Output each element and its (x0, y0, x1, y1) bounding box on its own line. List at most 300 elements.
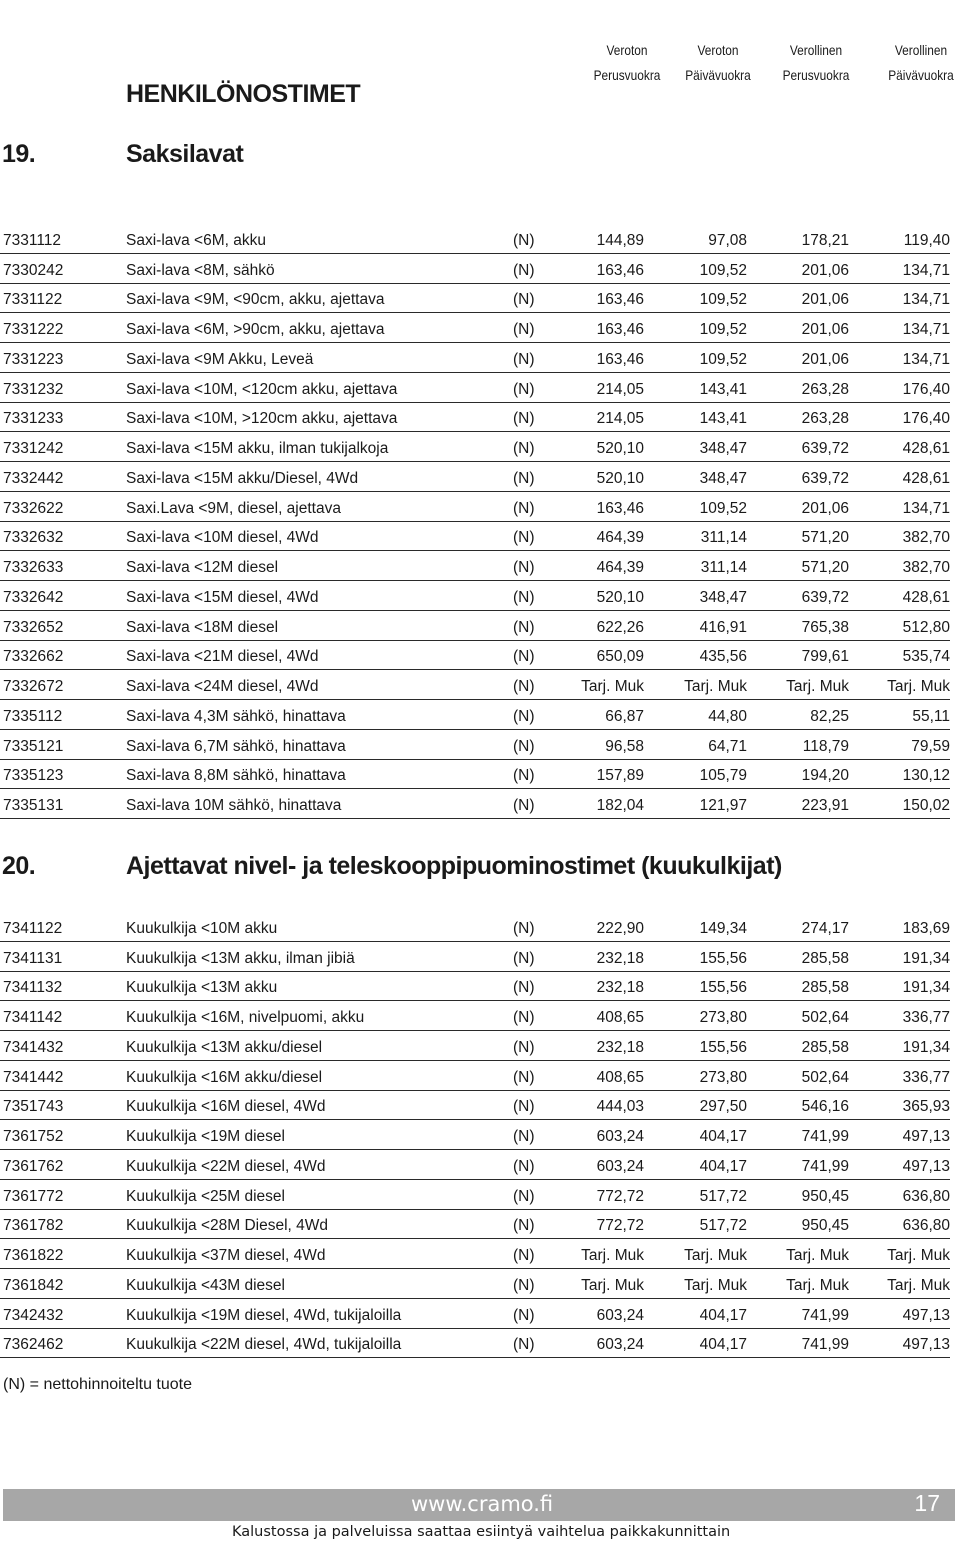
price-veroton-perus: 66,87 (605, 707, 644, 725)
product-description: Saxi-lava <9M Akku, Leveä (126, 350, 314, 368)
price-veroton-paiva: 143,41 (699, 410, 747, 428)
product-description: Saxi.Lava <9M, diesel, ajettava (126, 499, 341, 517)
price-verollinen-perus: 571,20 (801, 529, 849, 547)
price-veroton-perus: 163,46 (596, 350, 644, 368)
price-veroton-paiva: 109,52 (699, 291, 747, 309)
net-price-flag: (N) (513, 1128, 535, 1145)
net-price-flag: (N) (513, 737, 535, 755)
product-description: Kuukulkija <19M diesel (126, 1128, 285, 1145)
price-verollinen-perus: 950,45 (801, 1187, 849, 1205)
net-price-flag: (N) (513, 410, 535, 428)
price-verollinen-perus: 201,06 (801, 350, 849, 368)
net-price-flag: (N) (513, 321, 535, 338)
product-description: Saxi-lava <21M diesel, 4Wd (126, 648, 319, 666)
price-veroton-perus: 520,10 (596, 469, 644, 487)
net-price-flag: (N) (513, 440, 535, 457)
product-code: 7335131 (3, 797, 64, 814)
net-price-flag: (N) (513, 1247, 535, 1264)
price-veroton-paiva: 44,80 (708, 707, 747, 725)
product-code: 7341131 (3, 949, 63, 967)
price-verollinen-perus: 263,28 (801, 380, 849, 398)
price-verollinen-perus: 82,25 (810, 707, 849, 725)
table-row (0, 641, 950, 671)
net-price-flag: (N) (513, 291, 535, 309)
product-code: 7341142 (3, 1009, 63, 1026)
price-veroton-perus: 772,72 (596, 1217, 644, 1235)
price-veroton-perus: 222,90 (596, 919, 644, 937)
price-verollinen-paiva: 191,34 (902, 979, 950, 997)
price-veroton-paiva: 404,17 (699, 1336, 747, 1354)
table-row (0, 492, 950, 522)
price-veroton-paiva: 517,72 (699, 1217, 747, 1235)
price-verollinen-perus: 502,64 (801, 1068, 849, 1086)
table-row (0, 942, 950, 972)
product-description: Saxi-lava <6M, akku (126, 231, 266, 249)
product-code: 7342432 (3, 1306, 64, 1324)
price-veroton-paiva: 121,97 (699, 797, 747, 814)
price-verollinen-paiva: 191,34 (902, 1038, 950, 1056)
price-verollinen-paiva: 497,13 (902, 1128, 950, 1145)
price-verollinen-paiva: 134,71 (902, 350, 950, 368)
net-price-flag: (N) (513, 767, 535, 785)
product-code: 7332662 (3, 648, 64, 666)
table-row (0, 373, 950, 403)
product-code: 7341132 (3, 979, 63, 997)
price-verollinen-perus: 274,17 (801, 919, 849, 937)
product-code: 7331232 (3, 380, 64, 398)
price-verollinen-perus: 741,99 (801, 1157, 849, 1175)
product-code: 7331222 (3, 321, 64, 338)
net-price-flag: (N) (513, 919, 535, 937)
net-price-flag: (N) (513, 1187, 535, 1205)
section-title: Saksilavat (126, 140, 244, 168)
price-verollinen-paiva: 636,80 (902, 1187, 950, 1205)
product-code: 7335112 (3, 707, 63, 725)
price-veroton-paiva: 273,80 (699, 1009, 747, 1026)
col-header-line: Päivävuokra (685, 67, 751, 83)
price-veroton-paiva: 297,50 (699, 1098, 747, 1116)
price-veroton-paiva: 348,47 (699, 440, 747, 457)
price-veroton-perus: 157,89 (596, 767, 644, 785)
product-description: Saxi-lava 6,7M sähkö, hinattava (126, 737, 346, 755)
price-veroton-paiva: 97,08 (708, 231, 747, 249)
price-verollinen-perus: 285,58 (801, 979, 849, 997)
product-code: 7330242 (3, 261, 64, 279)
price-verollinen-paiva: 428,61 (902, 440, 950, 457)
price-verollinen-perus: 639,72 (801, 588, 849, 606)
price-verollinen-paiva: 183,69 (902, 919, 950, 937)
price-veroton-paiva: 404,17 (699, 1128, 747, 1145)
table-row (0, 730, 950, 760)
price-verollinen-paiva: 130,12 (902, 767, 950, 785)
price-verollinen-paiva: 134,71 (902, 261, 950, 279)
footer-disclaimer: Kalustossa ja palveluissa saattaa esiintyä vaihtelua paikkakunnittain (232, 1524, 731, 1540)
price-verollinen-perus: 201,06 (801, 499, 849, 517)
product-description: Saxi-lava 4,3M sähkö, hinattava (126, 707, 346, 725)
price-veroton-perus: 214,05 (596, 410, 644, 428)
section-title: Ajettavat nivel- ja teleskooppipuominostimet (kuukulkijat) (126, 852, 782, 880)
table-row (0, 551, 950, 581)
price-veroton-perus: 444,03 (596, 1098, 644, 1116)
price-veroton-perus: 214,05 (596, 380, 644, 398)
price-veroton-perus: 163,46 (596, 261, 644, 279)
price-table-kuukulkijat (0, 912, 950, 1358)
table-row (0, 912, 950, 942)
price-verollinen-paiva: 176,40 (902, 380, 950, 398)
table-row (0, 789, 950, 819)
product-description: Kuukulkija <37M diesel, 4Wd (126, 1247, 326, 1264)
net-price-flag: (N) (513, 797, 535, 814)
product-code: 7362462 (3, 1336, 64, 1354)
price-veroton-perus: 408,65 (596, 1068, 644, 1086)
product-code: 7341432 (3, 1038, 64, 1056)
net-price-flag: (N) (513, 380, 535, 398)
product-code: 7341442 (3, 1068, 64, 1086)
net-price-flag: (N) (513, 588, 535, 606)
price-verollinen-perus: 950,45 (801, 1217, 849, 1235)
price-verollinen-perus: 201,06 (801, 321, 849, 338)
price-verollinen-paiva: 428,61 (902, 469, 950, 487)
page-number: 17 (914, 1490, 940, 1516)
price-verollinen-paiva: 636,80 (902, 1217, 950, 1235)
price-veroton-paiva: Tarj. Muk (684, 678, 747, 695)
price-verollinen-paiva: 191,34 (902, 949, 950, 967)
product-code: 7361782 (3, 1217, 64, 1235)
product-code: 7361842 (3, 1276, 64, 1294)
table-row (0, 224, 950, 254)
price-verollinen-perus: 639,72 (801, 440, 849, 457)
price-veroton-perus: 232,18 (596, 1038, 644, 1056)
price-verollinen-perus: 178,21 (801, 231, 849, 249)
table-row (0, 581, 950, 611)
price-veroton-paiva: 105,79 (699, 767, 747, 785)
price-verollinen-perus: 201,06 (801, 291, 849, 309)
net-price-flag: (N) (513, 1217, 535, 1235)
price-verollinen-paiva: 535,74 (902, 648, 950, 666)
price-veroton-perus: 464,39 (596, 559, 644, 576)
product-code: 7361822 (3, 1247, 64, 1264)
col-header-line: Verollinen (789, 42, 843, 58)
price-verollinen-paiva: 497,13 (902, 1336, 950, 1354)
table-row (0, 1150, 950, 1180)
product-description: Saxi-lava <12M diesel (126, 559, 279, 576)
price-verollinen-perus: 546,16 (801, 1098, 849, 1116)
table-row (0, 972, 950, 1002)
table-row (0, 343, 950, 373)
product-code: 7331242 (3, 440, 64, 457)
section-number: 19. (2, 140, 36, 168)
section-number: 20. (2, 852, 36, 880)
footer-url-link[interactable]: www.cramo.fi (411, 1492, 554, 1516)
price-verollinen-paiva: 336,77 (902, 1009, 950, 1026)
product-code: 7332652 (3, 618, 64, 636)
price-veroton-perus: 650,09 (596, 648, 644, 666)
price-verollinen-perus: 502,64 (801, 1009, 849, 1026)
price-veroton-paiva: 109,52 (699, 350, 747, 368)
price-verollinen-perus: 223,91 (801, 797, 849, 814)
price-veroton-perus: 163,46 (596, 321, 644, 338)
product-description: Kuukulkija <13M akku, ilman jibiä (126, 949, 355, 967)
price-table-saksilavat (0, 224, 950, 819)
price-veroton-paiva: 273,80 (699, 1068, 747, 1086)
price-veroton-perus: 163,46 (596, 499, 644, 517)
net-price-flag: (N) (513, 707, 535, 725)
product-description: Saxi-lava <10M, >120cm akku, ajettava (126, 410, 398, 428)
col-header-line: Veroton (606, 42, 648, 58)
price-veroton-perus: 408,65 (596, 1009, 644, 1026)
product-description: Kuukulkija <13M akku/diesel (126, 1038, 323, 1056)
price-veroton-paiva: 155,56 (699, 949, 747, 967)
product-code: 7332672 (3, 678, 64, 695)
product-code: 7361772 (3, 1187, 64, 1205)
table-row (0, 1329, 950, 1359)
product-code: 7331112 (3, 231, 62, 249)
table-row (0, 1001, 950, 1031)
price-veroton-perus: Tarj. Muk (581, 678, 644, 695)
product-description: Saxi-lava <9M, <90cm, akku, ajettava (126, 291, 385, 309)
price-veroton-paiva: 143,41 (699, 380, 747, 398)
table-row (0, 1120, 950, 1150)
col-header-line: Päivävuokra (888, 67, 954, 83)
price-veroton-paiva: 155,56 (699, 979, 747, 997)
net-price-flag: (N) (513, 618, 535, 636)
table-row (0, 254, 950, 284)
col-header-veroton-paiva (674, 38, 762, 88)
price-verollinen-paiva: 365,93 (902, 1098, 950, 1116)
product-description: Saxi-lava <10M, <120cm akku, ajettava (126, 380, 398, 398)
net-price-flag: (N) (513, 1098, 535, 1116)
table-row (0, 1180, 950, 1210)
price-veroton-paiva: 416,91 (699, 618, 747, 636)
product-description: Saxi-lava 10M sähkö, hinattava (126, 797, 342, 814)
net-price-flag: (N) (513, 1068, 535, 1086)
price-verollinen-perus: Tarj. Muk (786, 1276, 849, 1294)
price-verollinen-paiva: Tarj. Muk (887, 678, 950, 695)
net-price-flag: (N) (513, 1336, 535, 1354)
table-row (0, 313, 950, 343)
price-verollinen-perus: Tarj. Muk (786, 1247, 849, 1264)
price-veroton-paiva: 348,47 (699, 588, 747, 606)
col-header-line: Veroton (697, 42, 739, 58)
price-verollinen-paiva: 79,59 (911, 737, 950, 755)
product-code: 7361762 (3, 1157, 64, 1175)
price-veroton-paiva: Tarj. Muk (684, 1276, 747, 1294)
price-verollinen-perus: 639,72 (801, 469, 849, 487)
col-header-verollinen-perus (772, 38, 860, 88)
price-veroton-paiva: 311,14 (700, 529, 747, 547)
table-row (0, 1299, 950, 1329)
table-row (0, 1031, 950, 1061)
price-veroton-perus: 772,72 (596, 1187, 644, 1205)
net-price-flag: (N) (513, 231, 535, 249)
price-veroton-perus: Tarj. Muk (581, 1276, 644, 1294)
price-veroton-perus: 622,26 (596, 618, 644, 636)
net-price-flag: (N) (513, 1306, 535, 1324)
price-verollinen-perus: 571,20 (801, 559, 849, 576)
net-price-flag: (N) (513, 261, 535, 279)
table-row (0, 284, 950, 314)
price-veroton-perus: 603,24 (596, 1306, 644, 1324)
table-row (0, 1239, 950, 1269)
product-description: Saxi-lava <15M akku/Diesel, 4Wd (126, 469, 359, 487)
product-description: Kuukulkija <43M diesel (126, 1276, 285, 1294)
table-row (0, 700, 950, 730)
price-veroton-paiva: 64,71 (708, 737, 747, 755)
product-code: 7335121 (3, 737, 64, 755)
price-veroton-perus: 520,10 (596, 588, 644, 606)
price-veroton-paiva: 311,14 (700, 559, 747, 576)
product-code: 7332632 (3, 529, 64, 547)
price-veroton-paiva: 404,17 (699, 1157, 747, 1175)
product-code: 7332622 (3, 499, 64, 517)
product-description: Kuukulkija <22M diesel, 4Wd, tukijaloilla (126, 1336, 402, 1354)
price-veroton-perus: 163,46 (596, 291, 644, 309)
net-price-flag: (N) (513, 350, 535, 368)
price-veroton-perus: 603,24 (596, 1128, 644, 1145)
product-code: 7332442 (3, 469, 64, 487)
product-code: 7332633 (3, 559, 64, 576)
price-verollinen-paiva: 382,70 (902, 529, 950, 547)
product-code: 7335123 (3, 767, 64, 785)
net-price-flag: (N) (513, 529, 535, 547)
product-description: Kuukulkija <19M diesel, 4Wd, tukijaloilla (126, 1306, 402, 1324)
price-verollinen-paiva: 119,40 (903, 231, 950, 249)
product-description: Saxi-lava <10M diesel, 4Wd (126, 529, 319, 547)
price-verollinen-perus: 118,79 (802, 737, 849, 755)
footnote: (N) = nettohinnoiteltu tuote (3, 1376, 193, 1393)
table-row (0, 522, 950, 552)
price-veroton-perus: 232,18 (596, 979, 644, 997)
price-verollinen-perus: 285,58 (801, 949, 849, 967)
price-verollinen-perus: 194,20 (801, 767, 849, 785)
product-description: Kuukulkija <25M diesel (126, 1187, 285, 1205)
price-veroton-paiva: 435,56 (699, 648, 747, 666)
product-description: Saxi-lava <6M, >90cm, akku, ajettava (126, 321, 385, 338)
price-verollinen-perus: Tarj. Muk (786, 678, 849, 695)
product-description: Saxi-lava <18M diesel (126, 618, 279, 636)
table-row (0, 670, 950, 700)
price-veroton-perus: 603,24 (596, 1157, 644, 1175)
price-verollinen-paiva: 512,80 (902, 618, 950, 636)
price-verollinen-perus: 201,06 (801, 261, 849, 279)
table-row (0, 1061, 950, 1091)
price-verollinen-paiva: 336,77 (902, 1068, 950, 1086)
col-header-veroton-perus (583, 38, 671, 88)
price-veroton-perus: 182,04 (596, 797, 644, 814)
net-price-flag: (N) (513, 1157, 535, 1175)
table-row (0, 611, 950, 641)
price-veroton-perus: 96,58 (605, 737, 644, 755)
net-price-flag: (N) (513, 648, 535, 666)
price-veroton-paiva: 348,47 (699, 469, 747, 487)
net-price-flag: (N) (513, 499, 535, 517)
product-description: Kuukulkija <28M Diesel, 4Wd (126, 1217, 329, 1235)
price-verollinen-perus: 741,99 (801, 1128, 849, 1145)
product-code: 7331122 (3, 291, 63, 309)
table-row (0, 432, 950, 462)
net-price-flag: (N) (513, 1009, 535, 1026)
price-veroton-perus: 464,39 (596, 529, 644, 547)
page-title: HENKILÖNOSTIMET (126, 80, 361, 108)
product-description: Kuukulkija <10M akku (126, 919, 278, 937)
price-verollinen-paiva: 428,61 (902, 588, 950, 606)
net-price-flag: (N) (513, 949, 535, 967)
price-verollinen-paiva: Tarj. Muk (887, 1276, 950, 1294)
price-verollinen-paiva: 382,70 (902, 559, 950, 576)
table-row (0, 760, 950, 790)
price-veroton-perus: 232,18 (596, 949, 644, 967)
price-veroton-paiva: Tarj. Muk (684, 1247, 747, 1264)
price-verollinen-paiva: 55,11 (912, 707, 950, 725)
table-row (0, 1210, 950, 1240)
product-description: Kuukulkija <16M diesel, 4Wd (126, 1098, 326, 1116)
net-price-flag: (N) (513, 1038, 535, 1056)
price-veroton-perus: Tarj. Muk (581, 1247, 644, 1264)
col-header-line: Verollinen (894, 42, 948, 58)
product-description: Saxi-lava <15M diesel, 4Wd (126, 588, 319, 606)
product-code: 7332642 (3, 588, 64, 606)
price-verollinen-paiva: 134,71 (902, 499, 950, 517)
price-verollinen-perus: 741,99 (801, 1306, 849, 1324)
price-veroton-paiva: 109,52 (699, 261, 747, 279)
price-verollinen-paiva: 497,13 (902, 1306, 950, 1324)
table-row (0, 1091, 950, 1121)
col-header-line: Perusvuokra (782, 67, 850, 83)
table-row (0, 1269, 950, 1299)
product-description: Kuukulkija <22M diesel, 4Wd (126, 1157, 326, 1175)
price-verollinen-perus: 765,38 (801, 618, 849, 636)
price-verollinen-paiva: 134,71 (902, 291, 950, 309)
net-price-flag: (N) (513, 1276, 535, 1294)
product-description: Saxi-lava <15M akku, ilman tukijalkoja (126, 440, 389, 457)
price-veroton-paiva: 109,52 (699, 499, 747, 517)
price-verollinen-paiva: 497,13 (902, 1157, 950, 1175)
net-price-flag: (N) (513, 559, 535, 576)
product-description: Kuukulkija <13M akku (126, 979, 278, 997)
price-verollinen-paiva: 134,71 (902, 321, 950, 338)
price-verollinen-perus: 799,61 (801, 648, 849, 666)
price-veroton-perus: 144,89 (596, 231, 644, 249)
price-verollinen-perus: 263,28 (801, 410, 849, 428)
table-row (0, 403, 950, 433)
product-description: Saxi-lava <24M diesel, 4Wd (126, 678, 319, 695)
price-veroton-paiva: 109,52 (699, 321, 747, 338)
product-description: Saxi-lava 8,8M sähkö, hinattava (126, 767, 346, 785)
product-code: 7351743 (3, 1098, 64, 1116)
product-description: Saxi-lava <8M, sähkö (126, 261, 275, 279)
col-header-line: Perusvuokra (593, 67, 661, 83)
product-description: Kuukulkija <16M, nivelpuomi, akku (126, 1009, 365, 1026)
price-veroton-paiva: 517,72 (699, 1187, 747, 1205)
col-header-verollinen-paiva (877, 38, 960, 88)
price-verollinen-perus: 741,99 (801, 1336, 849, 1354)
price-verollinen-paiva: 176,40 (902, 410, 950, 428)
product-code: 7331223 (3, 350, 64, 368)
price-veroton-paiva: 404,17 (699, 1306, 747, 1324)
net-price-flag: (N) (513, 979, 535, 997)
net-price-flag: (N) (513, 469, 535, 487)
price-veroton-paiva: 155,56 (699, 1038, 747, 1056)
product-code: 7331233 (3, 410, 64, 428)
product-code: 7361752 (3, 1128, 64, 1145)
price-verollinen-paiva: 150,02 (902, 797, 950, 814)
price-veroton-paiva: 149,34 (699, 919, 747, 937)
price-veroton-perus: 603,24 (596, 1336, 644, 1354)
table-row (0, 462, 950, 492)
price-verollinen-paiva: Tarj. Muk (887, 1247, 950, 1264)
price-verollinen-perus: 285,58 (801, 1038, 849, 1056)
net-price-flag: (N) (513, 678, 535, 695)
